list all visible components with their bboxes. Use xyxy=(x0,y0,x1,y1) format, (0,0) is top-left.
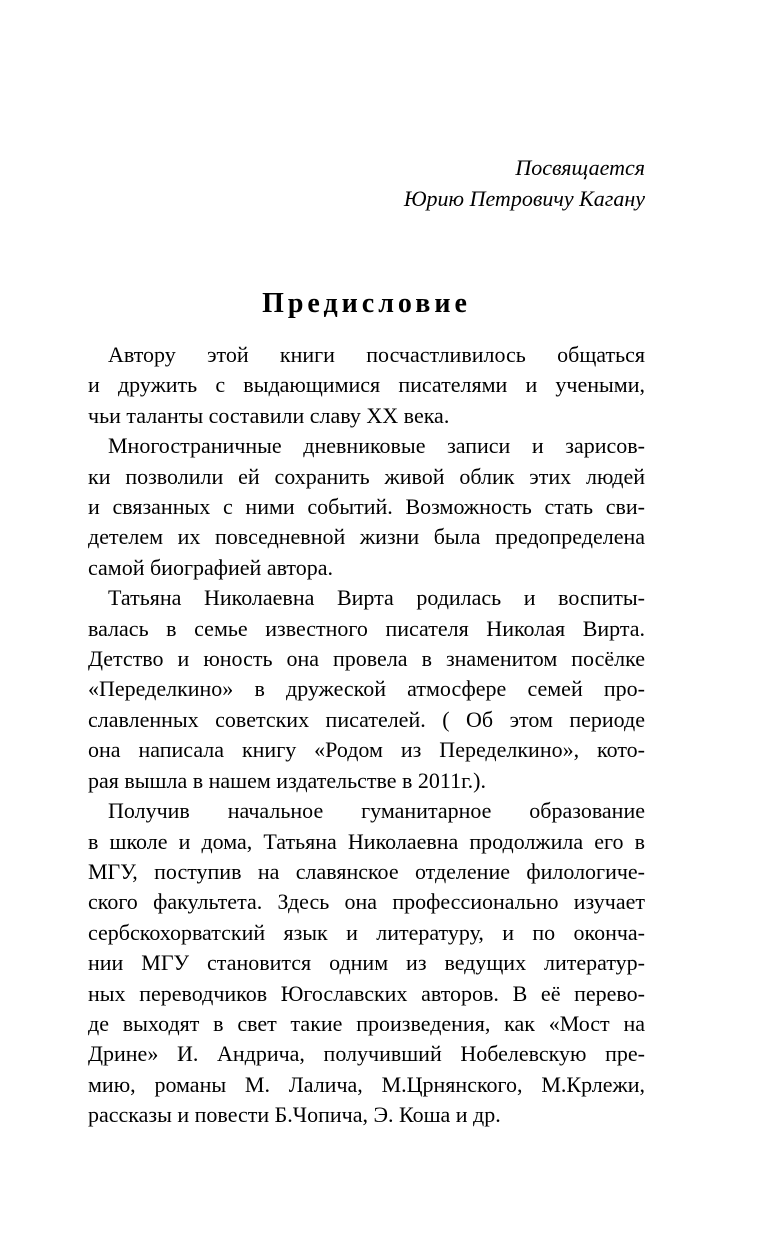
text-line: она написала книгу «Родом из Переделкино», кото- xyxy=(88,737,645,763)
text-line: самой биографией автора. xyxy=(88,554,334,580)
text-line: Автору этой книги посчастливилось общаться xyxy=(108,342,645,367)
text-line: Татьяна Николаевна Вирта родилась и воспиты- xyxy=(108,585,645,611)
dedication-line: Посвящается xyxy=(515,155,645,180)
text-line: Многостраничные дневниковые записи и зарисов- xyxy=(108,433,645,459)
text-line: Дрине» И. Андрича, получивший Нобелевскую пре- xyxy=(88,1041,645,1067)
paragraph xyxy=(88,796,645,1130)
text-line: славленных советских писателей. ( Об этом периоде xyxy=(88,706,645,732)
text-line: в школе и дома, Татьяна Николаевна продолжила его в xyxy=(88,828,645,854)
dedication xyxy=(88,152,645,214)
text-line: мию, романы М. Лалича, М.Црнянского, М.Крлежи, xyxy=(88,1071,645,1097)
dedication-line: Юрию Петровичу Кагану xyxy=(403,186,645,211)
paragraph xyxy=(88,431,645,583)
text-line: и связанных с ними событий. Возможность стать сви- xyxy=(88,494,645,520)
text-line: сербскохорватский язык и литературу, и по оконча- xyxy=(88,919,645,945)
paragraph xyxy=(88,340,645,431)
text-line: нии МГУ становится одним из ведущих литератур- xyxy=(88,950,645,976)
text-line: МГУ, поступив на славянское отделение филологиче- xyxy=(88,858,645,884)
text-line: «Переделкино» в дружеской атмосфере семей про- xyxy=(88,676,645,702)
text-line: и дружить с выдающимися писателями и учеными, xyxy=(88,372,645,398)
chapter-heading: Предисловие xyxy=(262,288,471,319)
text-line: рассказы и повести Б.Чопича, Э. Коша и др. xyxy=(88,1102,501,1128)
body-text xyxy=(88,340,645,1131)
text-line: ки позволили ей сохранить живой облик этих людей xyxy=(88,463,645,489)
text-line: рая вышла в нашем издательстве в 2011г.). xyxy=(88,767,486,793)
paragraph xyxy=(88,583,645,796)
text-line: Получив начальное гуманитарное образование xyxy=(108,798,645,824)
text-line: ных переводчиков Югославских авторов. В её перево- xyxy=(88,980,645,1006)
text-line: де выходят в свет такие произведения, как «Мост на xyxy=(88,1010,645,1036)
text-line: валась в семье известного писателя Николая Вирта. xyxy=(88,615,645,641)
text-line: чьи таланты составили славу XX века. xyxy=(88,402,450,428)
text-line: детелем их повседневной жизни была предопределена xyxy=(88,524,645,550)
text-line: ского факультета. Здесь она профессионально изучает xyxy=(88,889,645,915)
text-line: Детство и юность она провела в знаменитом посёлке xyxy=(88,646,645,672)
